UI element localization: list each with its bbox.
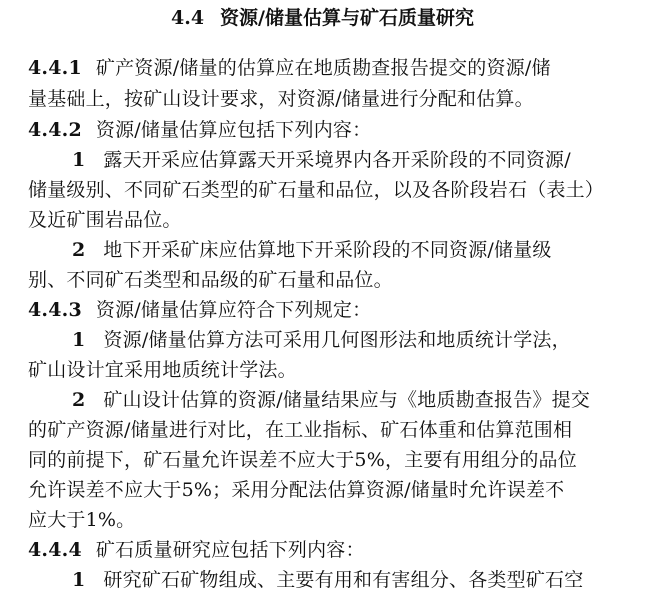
- clause-4-4-3-line-1: [28, 297, 371, 323]
- clause-text: 矿石质量研究应包括下列内容：: [95, 539, 365, 561]
- clause-number: 4.4.4: [28, 539, 82, 561]
- item-4-4-2-1-line-3: 及近矿围岩品位。: [28, 209, 182, 231]
- clause-text: 资源/储量估算应包括下列内容：: [95, 119, 372, 141]
- item-4-4-3-2-line-5: 应大于1%。: [28, 509, 136, 531]
- item-4-4-3-1-line-1: [72, 327, 571, 353]
- item-text: 矿山设计估算的资源/储量结果应与《地质勘查报告》提交: [103, 389, 591, 411]
- section-title: 资源/储量估算与矿石质量研究: [220, 7, 474, 29]
- item-4-4-3-2-line-3: 同的前提下，矿石量允许误差不应大于5%，主要有用组分的品位: [28, 449, 577, 471]
- item-number: 1: [72, 569, 86, 591]
- clause-4-4-1-line-2: 量基础上，按矿山设计要求，对资源/储量进行分配和估算。: [28, 88, 534, 110]
- clause-number: 4.4.2: [28, 119, 82, 141]
- item-text: 露天开采应估算露天开采境界内各开采阶段的不同资源/: [103, 149, 571, 171]
- item-4-4-4-1-line-1: [72, 567, 583, 593]
- clause-text: 矿产资源/储量的估算应在地质勘查报告提交的资源/储: [95, 57, 551, 79]
- clause-4-4-2-line-1: [28, 117, 371, 143]
- item-4-4-3-2-line-2: 的矿产资源/储量进行对比，在工业指标、矿石体重和估算范围相: [28, 419, 573, 441]
- item-4-4-3-1-line-2: 矿山设计宜采用地质统计学法。: [28, 359, 297, 381]
- section-number: 4.4: [170, 7, 205, 29]
- item-number: 1: [72, 329, 86, 351]
- item-4-4-2-2-line-1: [72, 237, 552, 263]
- section-heading: [0, 4, 645, 32]
- item-number: 2: [72, 389, 86, 411]
- item-4-4-3-2-line-1: [72, 387, 590, 413]
- item-4-4-2-2-line-2: 别、不同矿石类型和品级的矿石量和品位。: [28, 269, 393, 291]
- item-4-4-2-1-line-1: [72, 147, 571, 173]
- item-4-4-2-1-line-2: 储量级别、不同矿石类型的矿石量和品位，以及各阶段岩石（表土）: [28, 179, 605, 201]
- item-4-4-3-2-line-4: 允许误差不应大于5%；采用分配法估算资源/储量时允许误差不: [28, 479, 565, 501]
- item-number: 1: [72, 149, 86, 171]
- item-number: 2: [72, 239, 86, 261]
- clause-text: 资源/储量估算应符合下列规定：: [95, 299, 372, 321]
- item-text: 地下开采矿床应估算地下开采阶段的不同资源/储量级: [103, 239, 552, 261]
- clause-4-4-4-line-1: [28, 537, 365, 563]
- item-text: 研究矿石矿物组成、主要有用和有害组分、各类型矿石空: [103, 569, 584, 591]
- clause-number: 4.4.3: [28, 299, 82, 321]
- clause-4-4-1-line-1: [28, 55, 551, 81]
- clause-number: 4.4.1: [28, 57, 82, 79]
- item-text: 资源/储量估算方法可采用几何图形法和地质统计学法，: [103, 329, 571, 351]
